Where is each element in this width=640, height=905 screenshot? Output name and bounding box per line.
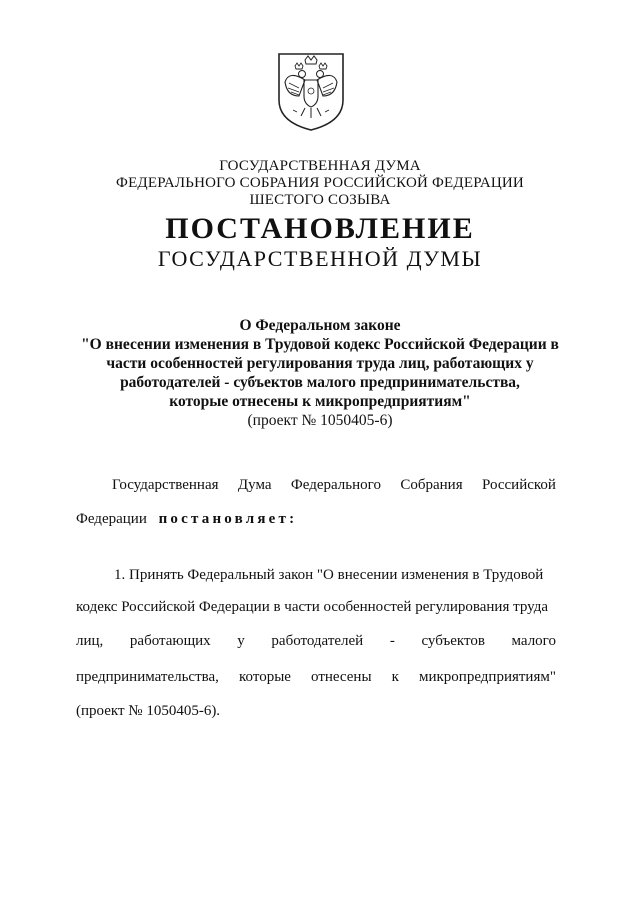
document-subtitle: ГОСУДАРСТВЕННОЙ ДУМЫ xyxy=(157,246,483,271)
document-title: ПОСТАНОВЛЕНИЕ xyxy=(165,212,475,245)
word: работающих xyxy=(129,633,211,649)
word: Российской xyxy=(482,477,556,493)
word: Государственная xyxy=(112,477,219,493)
word: лиц, xyxy=(76,633,104,649)
header-line-assembly: ФЕДЕРАЛЬНОГО СОБРАНИЯ РОССИЙСКОЙ ФЕДЕРАЦИИ xyxy=(116,175,524,191)
subject-line-5: которые отнесены к микропредприятиям" xyxy=(169,393,471,410)
header-line-duma: ГОСУДАРСТВЕННАЯ ДУМА xyxy=(219,158,421,174)
paragraph-2-line-4 xyxy=(76,668,556,686)
subject-line-3: части особенностей регулирования труда лиц, работающих у xyxy=(106,355,534,372)
word: Федерального xyxy=(290,477,381,493)
word: предпринимательства, xyxy=(76,669,219,685)
word: которые xyxy=(239,669,291,685)
word: Федерации xyxy=(76,511,147,527)
paragraph-2-line-3 xyxy=(76,632,556,650)
word: Дума xyxy=(237,477,272,493)
word: у xyxy=(237,633,245,649)
paragraph-2-line-1: 1. Принять Федеральный закон "О внесении изменения в Трудовой xyxy=(114,567,544,583)
resolution-subject xyxy=(0,316,640,430)
word: малого xyxy=(511,633,556,649)
paragraph-1-line-1 xyxy=(112,476,556,494)
russian-coat-of-arms-icon xyxy=(275,52,347,132)
subject-line-1: О Федеральном законе xyxy=(239,317,401,334)
paragraph-1-line-2 xyxy=(76,510,297,528)
header-line-convocation: ШЕСТОГО СОЗЫВА xyxy=(249,192,391,208)
word: отнесены xyxy=(311,669,372,685)
word: микропредприятиям" xyxy=(419,669,556,685)
resolves-word: постановляет: xyxy=(158,511,298,527)
paragraph-2-line-2: кодекс Российской Федерации в части особенностей регулирования труда xyxy=(76,599,548,615)
paragraph-2-line-5: (проект № 1050405-6). xyxy=(76,703,221,719)
subject-line-4: работодателей - субъектов малого предпринимательства, xyxy=(120,374,520,391)
word: - xyxy=(389,633,395,649)
word: к xyxy=(391,669,399,685)
issuer-header xyxy=(0,158,640,209)
subject-bill-number: (проект № 1050405-6) xyxy=(247,412,393,429)
word: работодателей xyxy=(271,633,364,649)
word: Собрания xyxy=(400,477,463,493)
word: субъектов xyxy=(421,633,485,649)
subject-line-2: "О внесении изменения в Трудовой кодекс Российской Федерации в xyxy=(81,336,559,353)
